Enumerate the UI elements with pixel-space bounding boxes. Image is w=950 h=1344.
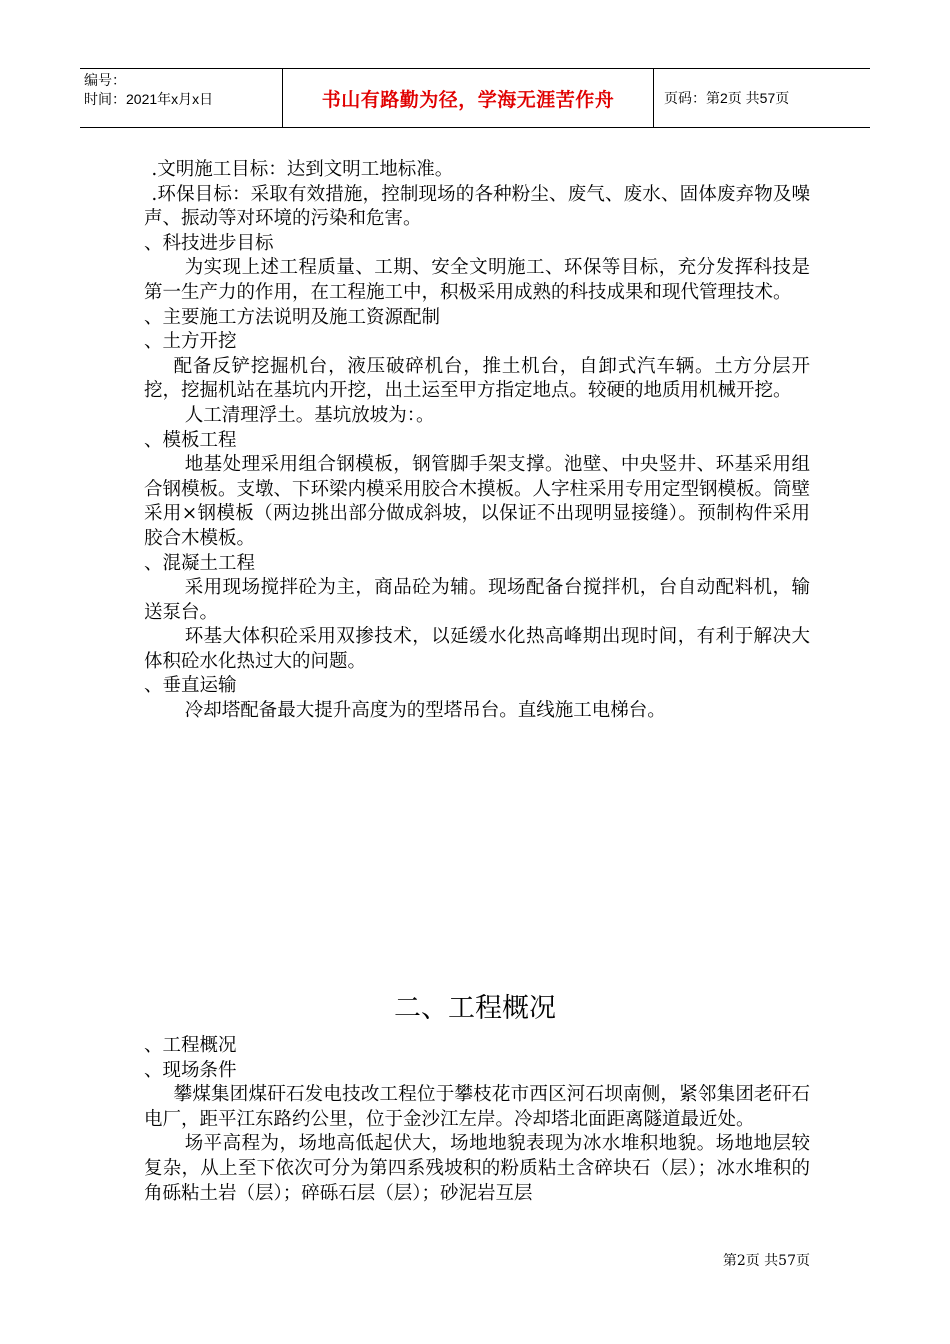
- paragraph: 环基大体积砼采用双掺技术，以延缓水化热高峰期出现时间，有利于解决大体积砼水化热过大的问题。: [144, 626, 810, 672]
- subheading: 、模板工程: [144, 429, 237, 451]
- document-time-label: 时间：2021年x月x日: [84, 91, 214, 107]
- paragraph: 冷却塔配备最大提升高度为的型塔吊台。直线施工电梯台。: [184, 700, 666, 722]
- subheading: 、工程概况: [144, 1035, 237, 1056]
- section-title: 二、工程概况: [394, 993, 556, 1024]
- paragraph: 地基处理采用组合钢模板，钢管脚手架支撑。池壁、中央竖井、环基采用组合钢模板。支墩、下环梁内模采用胶合木摸板。人字柱采用专用定型钢模板。筒壁采用×钢模板（两边挑出部分做成斜坡，以保证不出现明显接缝）。预制构件采用胶合木模板。: [144, 454, 811, 549]
- document-number-label: 编号：: [84, 72, 126, 88]
- header-motto: 书山有路勤为径，学海无涯苦作舟: [282, 69, 654, 127]
- paragraph: 采用现场搅拌砼为主，商品砼为辅。现场配备台搅拌机，台自动配料机，输送泵台。: [144, 577, 810, 623]
- subheading: 、主要施工方法说明及施工资源配制: [144, 306, 441, 328]
- subheading: 、混凝土工程: [144, 552, 256, 574]
- paragraph: 场平高程为，场地高低起伏大，场地地貌表现为冰水堆积地貌。场地地层较复杂，从上至下依次可分为第四系残坡积的粉质粘土含碎块石（层）；冰水堆积的角砾粘土岩（层）；碎砾石层（层）；砂泥岩互层: [144, 1133, 810, 1204]
- document-body: [144, 158, 810, 724]
- document-body-continued: [144, 1034, 810, 1206]
- subheading: 、科技进步目标: [144, 232, 274, 254]
- page-footer: 第2页 共57页: [722, 1253, 810, 1269]
- header-meta: [80, 69, 282, 127]
- header-page-info: 页码：第2页 共57页: [664, 90, 790, 106]
- paragraph: 人工清理浮土。基坑放坡为：。: [184, 404, 435, 426]
- paragraph: .环保目标：采取有效措施，控制现场的各种粉尘、废气、废水、固体废弃物及噪声、振动等对环境的污染和危害。: [144, 183, 810, 230]
- subheading: 、垂直运输: [144, 675, 237, 697]
- subheading: 、现场条件: [144, 1059, 237, 1081]
- page-header: [80, 68, 870, 128]
- paragraph: .文明施工目标：达到文明工地标准。: [151, 159, 454, 180]
- subheading: 、土方开挖: [144, 331, 237, 353]
- paragraph: 攀煤集团煤矸石发电技改工程位于攀枝花市西区河石坝南侧，紧邻集团老矸石电厂，距平江东路约公里，位于金沙江左岸。冷却塔北面距离隧道最近处。: [144, 1084, 810, 1130]
- paragraph: 为实现上述工程质量、工期、安全文明施工、环保等目标，充分发挥科技是第一生产力的作用，在工程施工中，积极采用成熟的科技成果和现代管理技术。: [144, 257, 810, 303]
- paragraph: 配备反铲挖掘机台，液压破碎机台，推土机台，自卸式汽车辆。土方分层开挖，挖掘机站在基坑内开挖，出土运至甲方指定地点。较硬的地质用机械开挖。: [144, 355, 810, 402]
